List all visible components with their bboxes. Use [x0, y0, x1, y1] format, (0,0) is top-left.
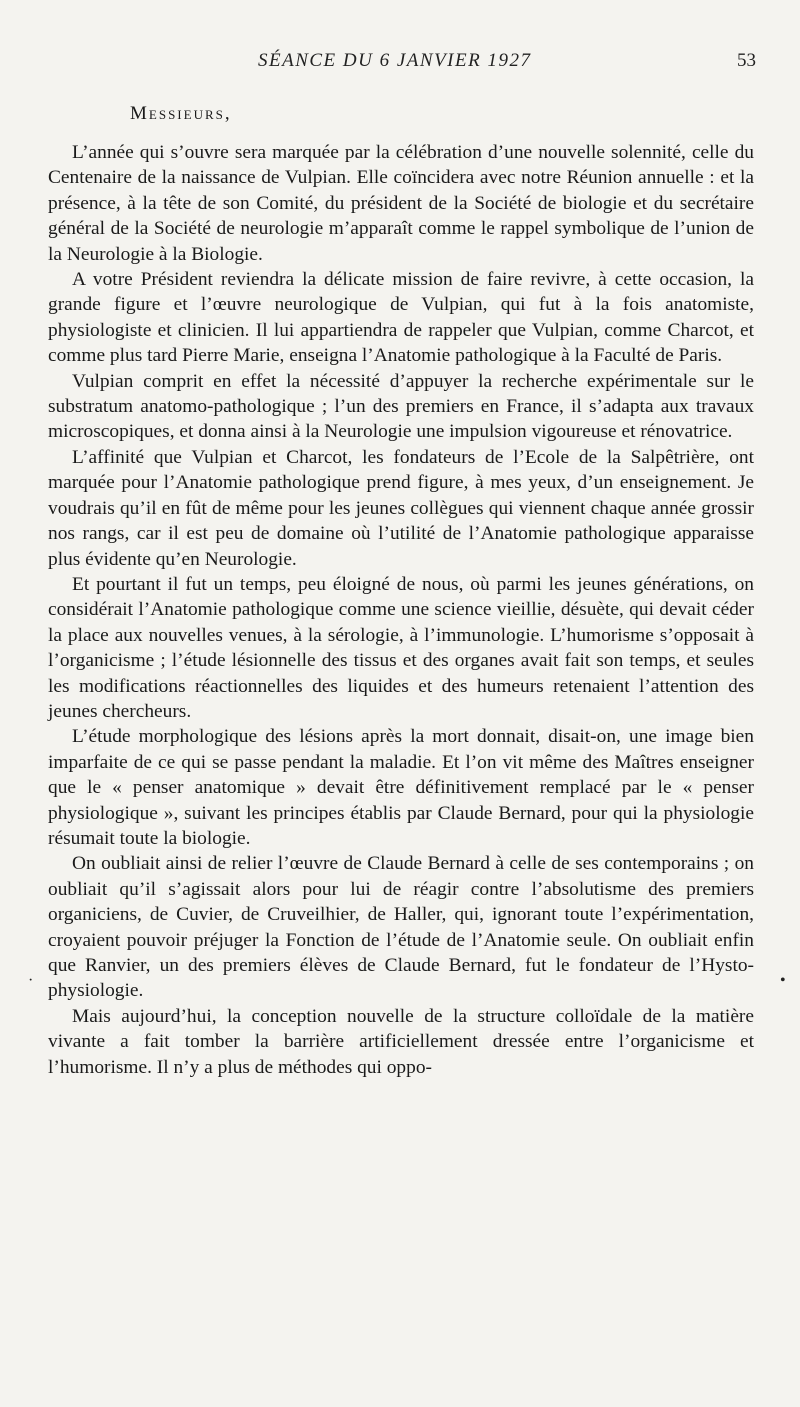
paragraph: Vulpian comprit en effet la nécessité d’appuyer la recherche expérimentale sur le substratum anatomo-pathologique ; l’un des premiers en France, il s’adapta aux travaux microscopiques, et donna ainsi à la Neurologie une impulsion vigoureuse et rénovatrice.: [48, 370, 754, 443]
paragraph: Et pourtant il fut un temps, peu éloigné de nous, où parmi les jeunes générations, on considérait l’Anatomie pathologique comme une science vieillie, désuète, qui devait céder la place aux nouvelles venues, à la sérologie, à l’immunologie. L’humorisme s’opposait à l’organicisme ; l’étude lésionnelle des tissus et des organes avait fait son temps, et seules les modifications réactionnelles des liquides et des humeurs retenaient l’attention des jeunes chercheurs.: [48, 573, 754, 722]
paragraph: A votre Président reviendra la délicate mission de faire revivre, à cette occasion, la grande figure et l’œuvre neurologique de Vulpian, qui fut à la fois anatomiste, physiologiste et clinicien. Il lui appartiendra de rappeler que Vulpian, comme Charcot, et comme plus tard Pierre Marie, enseigna l’Anatomie pathologique à la Faculté de Paris.: [48, 269, 754, 367]
running-head: SÉANCE DU 6 JANVIER 1927: [258, 50, 532, 71]
paragraph: L’étude morphologique des lésions après la mort donnait, disait-on, une image bien imparfaite de ce qui se passe pendant la maladie. Et l’on vit même des Maîtres enseigner que le « penser anatomique » devait être définitivement remplacé par le « penser physiologique », suivant les principes établis par Claude Bernard, pour qui la physiologie résumait toute la biologie.: [48, 726, 754, 849]
margin-dot-right: •: [780, 972, 786, 989]
paragraph: L’année qui s’ouvre sera marquée par la célébration d’une nouvelle solennité, celle du Centenaire de la naissance de Vulpian. Elle coïncidera avec notre Réunion annuelle : et la présence, à la tête de son Comité, du président de la Société de biologie et du secrétaire général de la Société de neurologie m’apparaît comme le rappel symbolique de l’union de la Neurologie à la Biologie.: [48, 142, 754, 265]
page-number: 53: [737, 50, 756, 71]
margin-dot-left: ·: [28, 972, 34, 989]
paragraph: On oubliait ainsi de relier l’œuvre de Claude Bernard à celle de ses contemporains ; on oubliait qu’il s’agissait alors pour lui de réagir contre l’absolutisme des premiers organiciens, de Cuvier, de Cruveilhier, de Haller, qui, ignorant toute l’expérimentation, croyaient pouvoir préjuger la Fonction de l’étude de l’Anatomie seule. On oubliait enfin que Ranvier, un des premiers élèves de Claude Bernard, fut le fondateur de l’Hysto-physiologie.: [48, 853, 754, 1002]
body-text: [48, 140, 754, 1080]
salutation: Messieurs,: [130, 103, 232, 124]
paragraph: L’affinité que Vulpian et Charcot, les fondateurs de l’Ecole de la Salpêtrière, ont marquée pour l’Anatomie pathologique prend figure, à mes yeux, d’un enseignement. Je voudrais qu’il en fût de même pour les jeunes collègues qui viennent chaque année grossir nos rangs, car il est peu de domaine où l’utilité de l’Anatomie pathologique apparaisse plus évidente qu’en Neurologie.: [48, 446, 754, 570]
paragraph: Mais aujourd’hui, la conception nouvelle de la structure colloïdale de la matière vivante a fait tomber la barrière artificiellement dressée entre l’organicisme et l’humorisme. Il n’y a plus de méthodes qui oppo-: [48, 1005, 754, 1078]
